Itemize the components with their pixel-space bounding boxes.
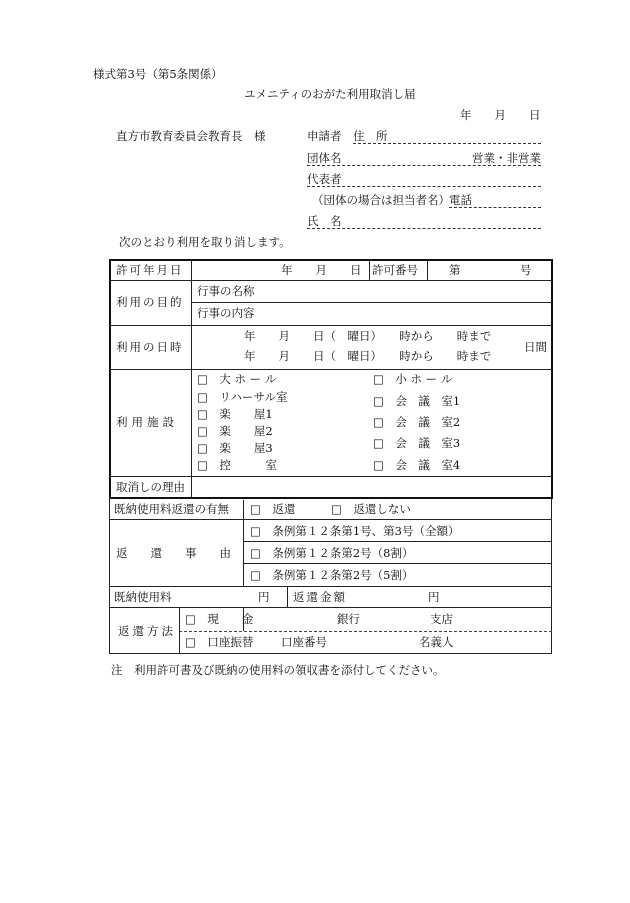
event-content-label[interactable]: 行事の内容 — [197, 306, 255, 320]
permit-number-suffix: 号 — [520, 263, 532, 277]
name-label: 氏 名 — [307, 214, 342, 228]
days-label: 日間 — [524, 340, 547, 354]
bank-label: 銀行 — [337, 612, 360, 626]
facility-option[interactable]: □ 小 ホ ー ル — [373, 372, 453, 386]
account-number-label: 口座番号 — [281, 635, 327, 649]
form-number: 様式第3号（第5条関係） — [93, 67, 223, 81]
refund-existence-label: 既納使用料返還の有無 — [114, 502, 229, 516]
datetime-row-2[interactable]: 年 月 日（ 曜日） 時から 時まで — [244, 349, 492, 363]
footnote: 注 利用許可書及び既納の使用料の領収書を添付してください。 — [111, 663, 445, 677]
facility-option[interactable]: □ 会 議 室4 — [373, 458, 461, 472]
cash-checkbox[interactable]: □ 現 金 — [185, 612, 254, 626]
facility-option[interactable]: □ 会 議 室1 — [373, 394, 461, 408]
refund-yes-checkbox[interactable]: □ 返還 — [250, 502, 296, 516]
refund-reason-label: 返 還 事 由 — [116, 546, 231, 560]
facility-option[interactable]: □ 楽 屋1 — [197, 407, 273, 421]
permit-date-value[interactable]: 年 月 日 — [281, 263, 362, 277]
datetime-row-1[interactable]: 年 月 日（ 曜日） 時から 時まで — [244, 329, 492, 343]
permit-number-label: 許可番号 — [372, 263, 418, 277]
representative-field[interactable] — [307, 186, 541, 187]
facility-option[interactable]: □ 楽 屋3 — [197, 441, 273, 455]
contact-note: （団体の場合は担当者名） — [312, 193, 450, 207]
branch-label: 支店 — [430, 612, 453, 626]
refund-amount-yen: 円 — [428, 590, 440, 604]
refund-reason-option[interactable]: □ 条例第１２条第1号、第3号（全額） — [250, 524, 460, 538]
account-holder-label: 名義人 — [419, 635, 454, 649]
addressee: 直方市教育委員会教育長 様 — [116, 129, 266, 143]
address-label: 住 所 — [353, 129, 388, 143]
representative-label: 代表者 — [307, 172, 342, 186]
phone-label: 電話 — [449, 193, 472, 207]
refund-no-checkbox[interactable]: □ 返還しない — [331, 502, 411, 516]
paid-fee-yen: 円 — [258, 590, 270, 604]
applicant-label: 申請者 — [307, 129, 342, 143]
facility-option[interactable]: □ 楽 屋2 — [197, 424, 273, 438]
event-name-label[interactable]: 行事の名称 — [197, 284, 255, 298]
phone-field[interactable] — [449, 207, 541, 208]
permit-date-label: 許可年月日 — [116, 263, 184, 277]
group-name-label: 団体名 — [307, 151, 342, 165]
paid-fee-label: 既納使用料 — [114, 590, 172, 604]
purpose-label: 利用の目的 — [116, 295, 184, 309]
facility-option[interactable]: □ 控 室 — [197, 458, 277, 472]
intro-text: 次のとおり利用を取り消します。 — [119, 235, 291, 249]
facility-option[interactable]: □ リハーサル室 — [197, 390, 288, 404]
refund-reason-option[interactable]: □ 条例第１２条第2号（8割） — [250, 546, 414, 560]
refund-method-label: 返還方法 — [118, 624, 176, 638]
name-field[interactable] — [307, 228, 541, 229]
group-name-field[interactable] — [307, 165, 541, 166]
permit-number-prefix: 第 — [449, 263, 461, 277]
facility-option[interactable]: □ 大 ホ ー ル — [197, 372, 277, 386]
business-type: 営業・非営業 — [472, 151, 541, 165]
facility-option[interactable]: □ 会 議 室3 — [373, 436, 461, 450]
form-title: ユメニティのおがた利用取消し届 — [244, 87, 416, 101]
datetime-label: 利用の日時 — [116, 340, 184, 354]
date-line: 年 月 日 — [460, 108, 541, 122]
transfer-checkbox[interactable]: □ 口座振替 — [185, 635, 254, 649]
address-field[interactable] — [353, 143, 541, 144]
cancel-reason-label: 取消しの理由 — [116, 480, 185, 494]
refund-reason-option[interactable]: □ 条例第１２条第2号（5割） — [250, 568, 414, 582]
facility-option[interactable]: □ 会 議 室2 — [373, 415, 461, 429]
refund-amount-label: 返還金額 — [293, 590, 347, 604]
facility-label: 利用施設 — [116, 415, 178, 429]
